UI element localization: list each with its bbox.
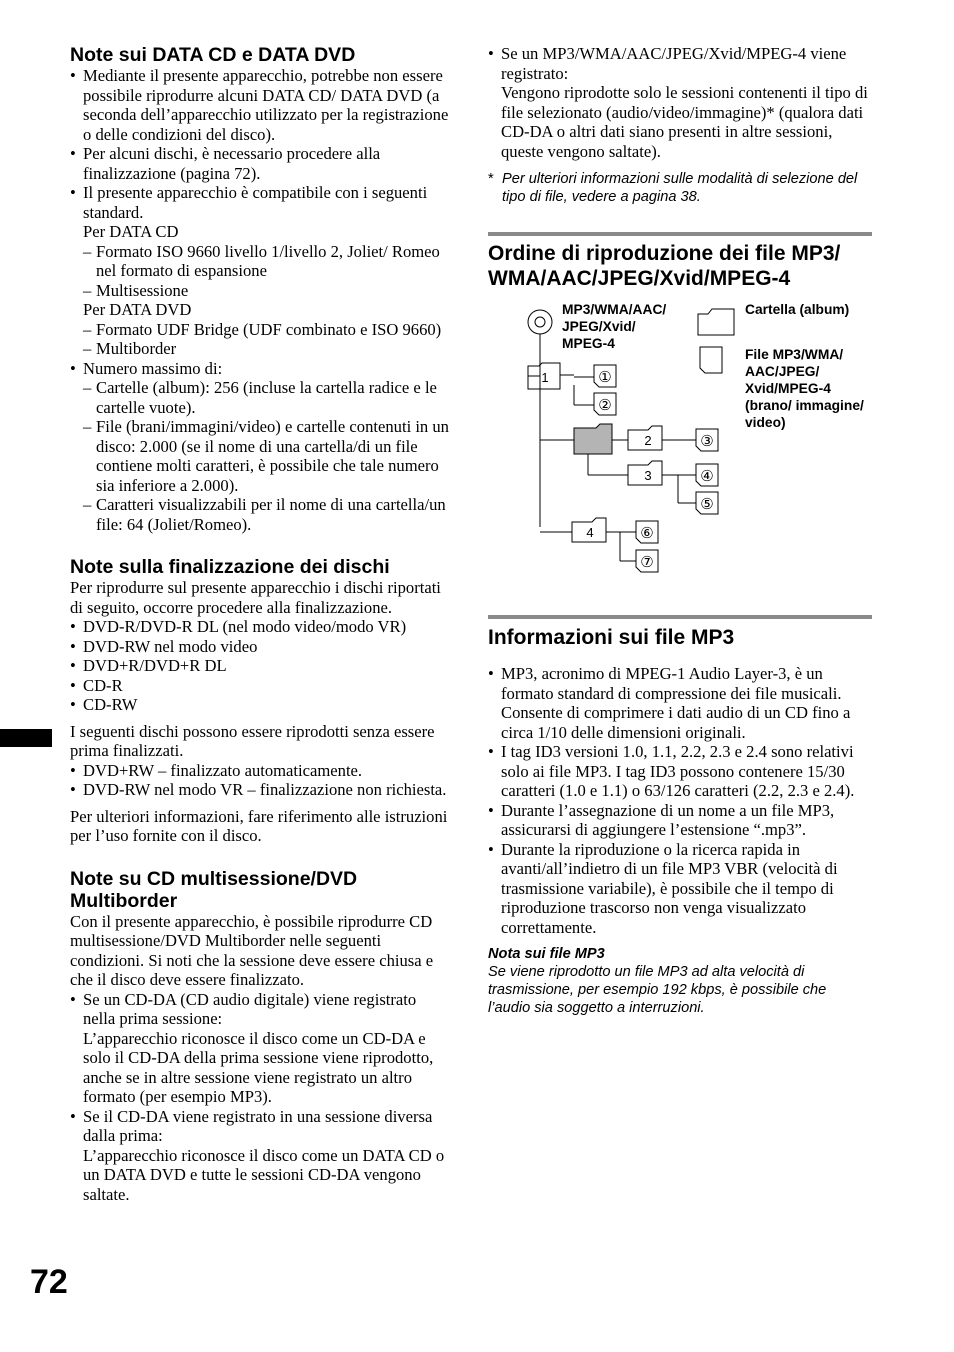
list-item: • Durante la riproduzione o la ricerca rapida in avanti/all’indietro di un file MP3 VBR (velocità di trasmissione variabile), è possibile che il tempo di riproduzione trascorso non venga visualizzato correttamente. (488, 840, 872, 938)
list-item (70, 183, 452, 359)
list-item: • DVD-R/DVD-R DL (nel modo video/modo VR) (70, 617, 452, 637)
left-column (70, 44, 452, 1204)
list-item: • DVD-RW nel modo VR – finalizzazione non richiesta. (70, 780, 452, 800)
folder-number: 2 (644, 433, 652, 448)
footnote-mark: * (488, 171, 494, 187)
heading-multisession: Note su CD multisessione/DVD Multiborder (70, 867, 358, 912)
folder-number: 1 (541, 370, 549, 385)
file-number: ⑤ (700, 495, 714, 513)
footnote (488, 170, 872, 206)
disc-icon (528, 310, 552, 334)
list-item: • DVD+R/DVD+R DL (70, 656, 452, 676)
section-tab-marker (0, 729, 52, 747)
list-item: • MP3, acronimo di MPEG-1 Audio Layer-3, è un formato standard di compressione dei file musicali. Consente di comprimere i dati audio di un CD fino a circa 1/10 delle dimensioni originali. (488, 664, 872, 742)
list-item: – Multiborder (83, 339, 452, 359)
list-item: • DVD-RW nel modo video (70, 637, 452, 657)
legend-file-label: File MP3/WMA/ AAC/JPEG/ Xvid/MPEG-4 (brano/ immagine/ video) (745, 347, 864, 430)
file-number: ② (598, 396, 612, 414)
folder-number: 4 (586, 525, 594, 540)
max-limits-list (83, 378, 452, 534)
legend-folder-icon (698, 309, 734, 335)
list-item (488, 44, 872, 161)
list-item: – Multisessione (83, 281, 452, 301)
list-item-body: L’apparecchio riconosce il disco come un DATA CD o un DATA DVD e tutte le sessioni CD-DA vengono saltate. (83, 1145, 445, 1204)
footnote-text: Per ulteriori informazioni sulle modalità di selezione del tipo di file, vedere a pagina 38. (502, 171, 858, 205)
list-item-head: • Se il CD-DA viene registrato in una sessione diversa dalla prima: (83, 1106, 433, 1145)
list-item-head: • Se un MP3/WMA/AAC/JPEG/Xvid/MPEG-4 viene registrato: (501, 44, 847, 83)
list-item: • Mediante il presente apparecchio, potrebbe non essere possibile riprodurre alcuni DATA CD/ DATA DVD (a seconda dell’apparecchio utilizzato per la registrazione o delle condizioni del disco). (70, 66, 452, 144)
multisession-list (70, 990, 452, 1205)
list-item: • CD-RW (70, 695, 452, 715)
no-finalization-list (70, 761, 452, 800)
list-item: • DVD+RW – finalizzato automaticamente. (70, 761, 452, 781)
file-number: ⑦ (640, 553, 654, 571)
file-number: ⑥ (640, 524, 654, 542)
list-item: – Cartelle (album): 256 (incluse la cartella radice e le cartelle vuote). (83, 378, 452, 417)
legend-folder-label: Cartella (album) (745, 302, 850, 317)
list-item: • Durante l’assegnazione di un nome a un file MP3, assicurarsi di aggiungere l’estensione “.mp3”. (488, 801, 872, 840)
list-item: • I tag ID3 versioni 1.0, 1.1, 2.2, 2.3 e 2.4 sono relativi solo ai file MP3. I tag ID3 possono contenere 15/30 caratteri (1.0 e 1.1) o 63/126 caratteri (2.2, 2.3 e 2.4). (488, 742, 872, 801)
list-item-body: L’apparecchio riconosce il disco come un CD-DA e solo il CD-DA della prima sessione viene riprodotto, anche se in altre sessione viene registrato un altro formato (per esempio MP3). (83, 1028, 434, 1106)
list-item-head: • Se un CD-DA (CD audio digitale) viene registrato nella prima sessione: (83, 989, 417, 1028)
heading-playback-order: Ordine di riproduzione dei file MP3/ WMA/AAC/JPEG/Xvid/MPEG-4 (488, 242, 841, 290)
data-cd-dvd-list (70, 66, 452, 534)
right-column (488, 44, 872, 1017)
folder-number: 3 (644, 468, 652, 483)
data-cd-standards (83, 242, 452, 301)
list-item (70, 1107, 452, 1205)
list-item: – Caratteri visualizzabili per il nome di una cartella/un file: 64 (Joliet/Romeo). (83, 495, 452, 534)
list-item (70, 359, 452, 535)
list-item: • CD-R (70, 676, 452, 696)
data-dvd-standards (83, 320, 452, 359)
list-item-text: Il presente apparecchio è compatibile con i seguenti standard. (83, 183, 428, 222)
list-item (70, 990, 452, 1107)
list-item-text: Numero massimo di: (83, 358, 223, 378)
disc-label: MP3/WMA/AAC/ JPEG/Xvid/ MPEG-4 (562, 302, 667, 351)
heading-finalization: Note sulla finalizzazione dei dischi (70, 556, 390, 578)
section-rule (488, 615, 872, 619)
section-rule (488, 232, 872, 236)
sub-label: Per DATA CD (83, 222, 179, 241)
note-body: Se viene riprodotto un file MP3 ad alta velocità di trasmissione, per esempio 192 kbps, è possibile che l’audio sia soggetto a interruzioni. (488, 964, 827, 1016)
root-folder-icon (574, 424, 612, 454)
note-title: Nota sui file MP3 (488, 946, 605, 962)
legend-file-icon (700, 347, 722, 373)
paragraph: I seguenti dischi possono essere riprodotti senza essere prima finalizzati. (70, 721, 435, 760)
mp3-info-list (488, 664, 872, 937)
folder-tree-diagram (488, 297, 872, 577)
disc-hole (535, 317, 545, 327)
heading-mp3-info: Informazioni sui file MP3 (488, 626, 735, 649)
list-item: • Per alcuni dischi, è necessario procedere alla finalizzazione (pagina 72). (70, 144, 452, 183)
finalization-required-list (70, 617, 452, 715)
file-number: ③ (700, 432, 714, 450)
list-item-body: Vengono riprodotte solo le sessioni contenenti il tipo di file selezionato (audio/video/immagine)* (qualora dati CD-DA o altri dati siano presenti in altre sessioni, queste vengono saltate). (501, 83, 868, 161)
file-number: ④ (700, 467, 714, 485)
page-number: 72 (30, 1263, 68, 1301)
list-item: – Formato ISO 9660 livello 1/livello 2, Joliet/ Romeo nel formato di espansione (83, 242, 452, 281)
list-item: – Formato UDF Bridge (UDF combinato e ISO 9660) (83, 320, 452, 340)
paragraph: Per ulteriori informazioni, fare riferimento alle istruzioni per l’uso fornite con il disco. (70, 806, 448, 845)
list-item: – File (brani/immagini/video) e cartelle contenuti in un disco: 2.000 (se il nome di una cartella/di un file contiene molti caratteri, è possibile che tale numero sia inferiore a 2.000). (83, 417, 452, 495)
paragraph: Con il presente apparecchio, è possibile riprodurre CD multisessione/DVD Multiborder nelle seguenti condizioni. Si noti che la sessione deve essere chiusa e che il disco deve essere finalizzato. (70, 911, 434, 989)
heading-data-cd-dvd: Note sui DATA CD e DATA DVD (70, 44, 356, 66)
sub-label: Per DATA DVD (83, 300, 192, 319)
multisession-list-continued (488, 44, 872, 161)
mp3-note (488, 945, 872, 1017)
paragraph: Per riprodurre sul presente apparecchio i dischi riportati di seguito, occorre procedere alla finalizzazione. (70, 578, 441, 617)
file-number: ① (598, 368, 612, 386)
